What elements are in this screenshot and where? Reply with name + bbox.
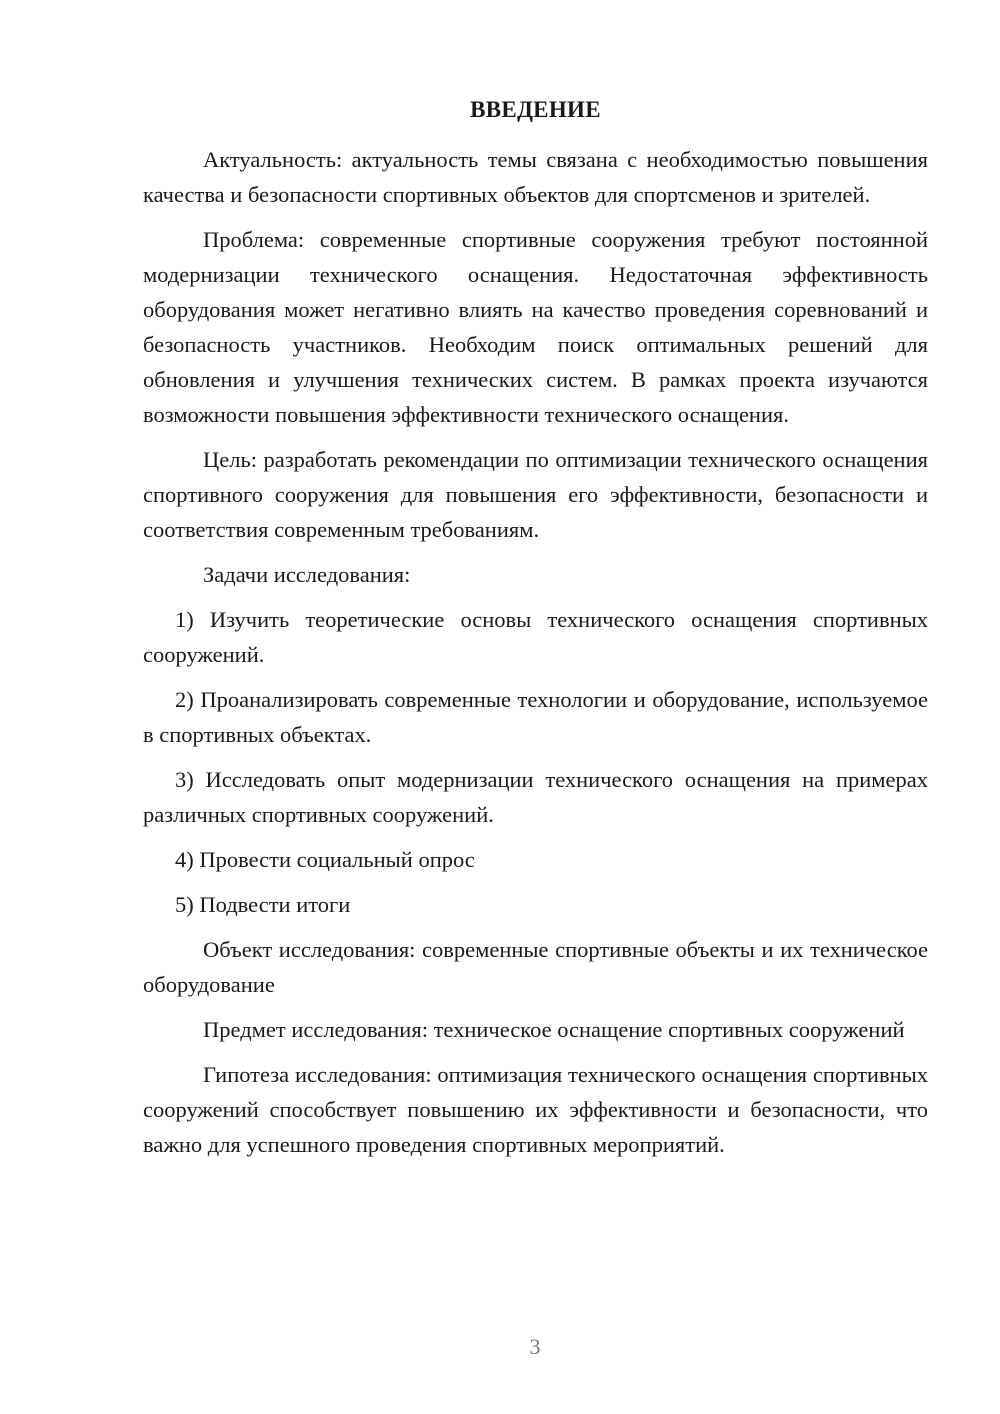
paragraph-object: Объект исследования: современные спортивные объекты и их техническое оборудование	[143, 937, 928, 997]
task-item-3: 3) Исследовать опыт модернизации технического оснащения на примерах различных спортивных сооружений.	[143, 767, 928, 827]
paragraph-hypothesis: Гипотеза исследования: оптимизация технического оснащения спортивных сооружений способствует повышению их эффективности и безопасности, что важно для успешного проведения спортивных мероприятий.	[143, 1062, 928, 1157]
paragraph-goal: Цель: разработать рекомендации по оптимизации технического оснащения спортивного сооружения для повышения его эффективности, безопасности и соответствия современным требованиям.	[143, 447, 928, 542]
task-item-2: 2) Проанализировать современные технологии и оборудование, используемое в спортивных объектах.	[143, 687, 928, 747]
task-item-1: 1) Изучить теоретические основы технического оснащения спортивных сооружений.	[143, 607, 928, 667]
page-number: 3	[529, 1334, 541, 1359]
paragraph-relevance: Актуальность: актуальность темы связана с необходимостью повышения качества и безопасности спортивных объектов для спортсменов и зрителей.	[143, 147, 928, 207]
paragraph-problem: Проблема: современные спортивные сооружения требуют постоянной модернизации технического оснащения. Недостаточная эффективность оборудования может негативно влиять на качество проведения соревнований и безопасность участников. Необходим поиск оптимальных решений для обновления и улучшения технических систем. В рамках проекта изучаются возможности повышения эффективности технического оснащения.	[143, 227, 928, 427]
tasks-heading: Задачи исследования:	[203, 562, 411, 587]
section-title: ВВЕДЕНИЕ	[470, 97, 601, 122]
paragraph-subject: Предмет исследования: техническое оснащение спортивных сооружений	[203, 1017, 905, 1042]
task-item-5: 5) Подвести итоги	[175, 892, 351, 917]
task-item-4: 4) Провести социальный опрос	[175, 847, 475, 872]
document-page	[143, 92, 928, 1172]
